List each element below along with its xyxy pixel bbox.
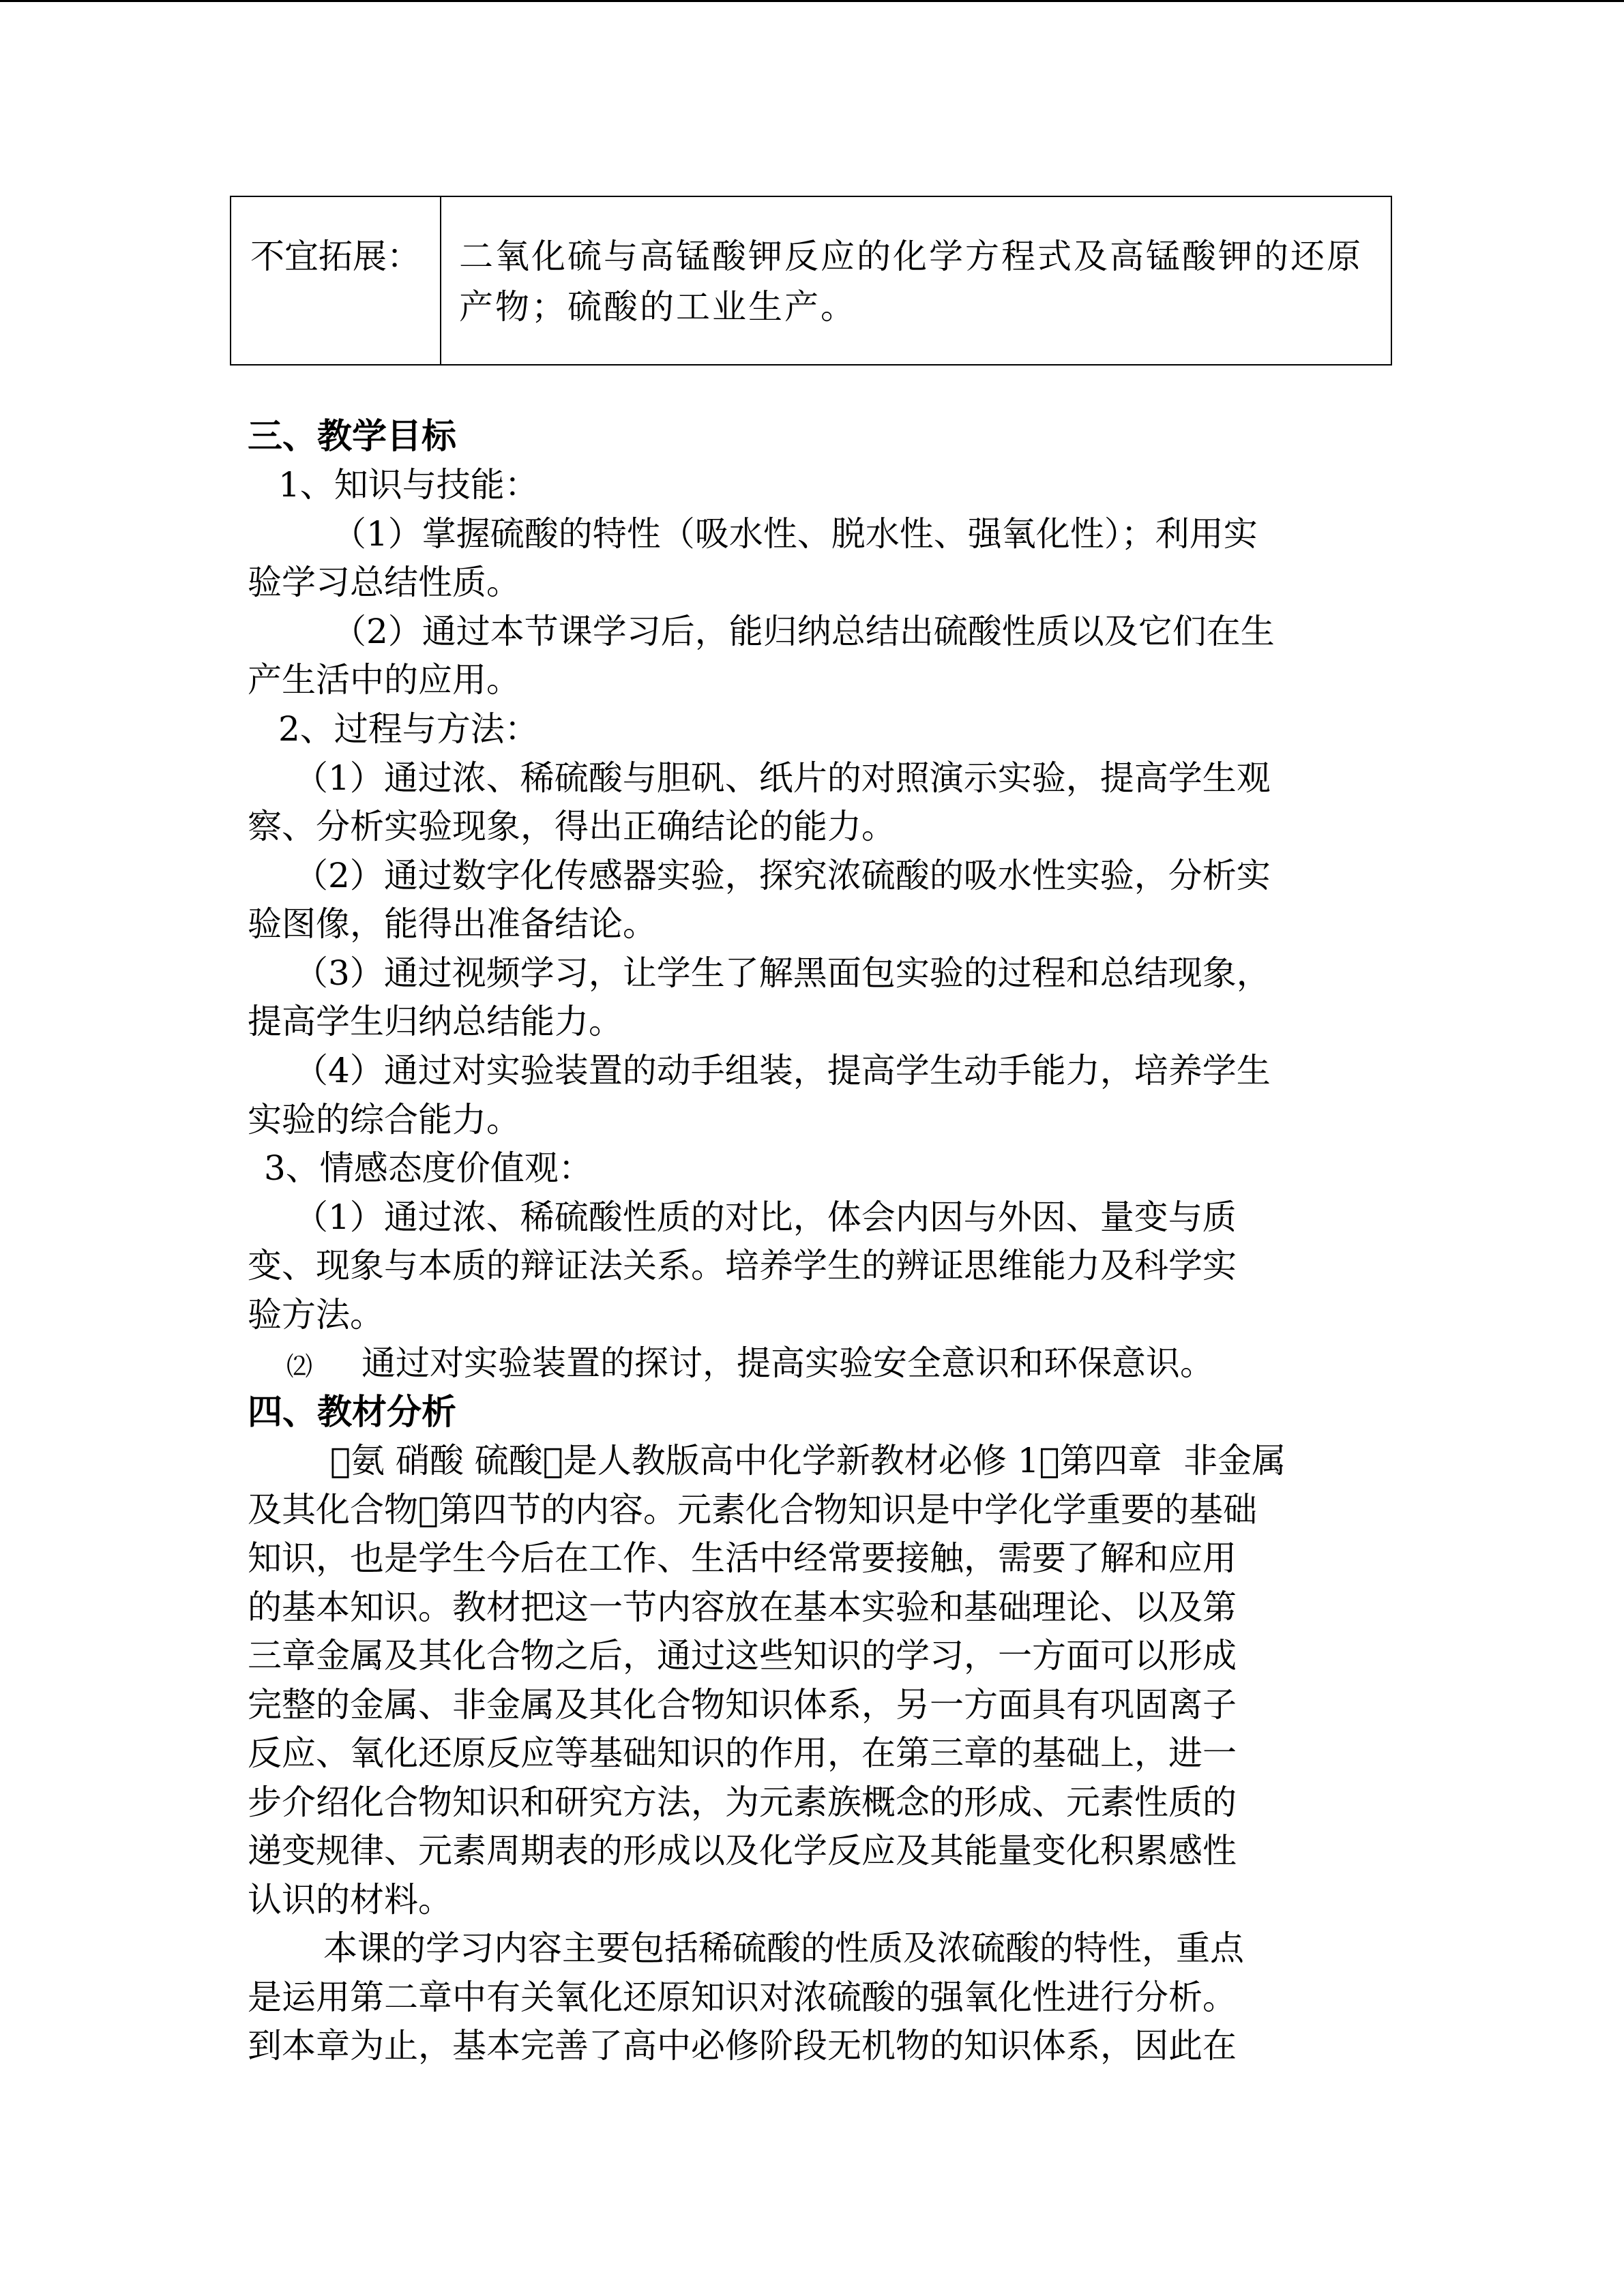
- para1-line2: 及其化合物 第四节的内容。元素化合物知识是中学化学重要的基础: [248, 1490, 1258, 1530]
- para2-line1: 本课的学习内容主要包括稀硫酸的性质及浓硫酸的特性，重点: [323, 1928, 1244, 1968]
- para2-line3: 到本章为止，基本完善了高中必修阶段无机物的知识体系，因此在: [248, 2026, 1237, 2066]
- para1-line5: 三章金属及其化合物之后，通过这些知识的学习，一方面可以形成: [248, 1636, 1237, 1675]
- sub3-title: 3、情感态度价值观：: [264, 1148, 593, 1188]
- sub2-item4-line1: （4）通过对实验装置的动手组装，提高学生动手能力，培养学生: [294, 1051, 1271, 1090]
- sub3-item2-text: 通过对实验装置的探讨，提高实验安全意识和环保意识。: [361, 1343, 1214, 1383]
- para1-line7: 反应、氧化还原反应等基础知识的作用，在第三章的基础上，进一: [248, 1733, 1237, 1773]
- section4-title: 四、教材分析: [248, 1392, 457, 1433]
- scope-content: 二氧化硫与高锰酸钾反应的化学方程式及高锰酸钾的还原产物；硫酸的工业生产。: [459, 237, 1363, 327]
- sub2-title: 2、过程与方法：: [278, 709, 539, 749]
- scope-table: [230, 196, 1392, 366]
- para1-line9: 递变规律、元素周期表的形成以及化学反应及其能量变化积累感性: [248, 1831, 1237, 1870]
- sub3-item1-line1: （1）通过浓、稀硫酸性质的对比，体会内因与外因、量变与质: [294, 1197, 1237, 1237]
- para1-line3: 知识，也是学生今后在工作、生活中经常要接触，需要了解和应用: [248, 1538, 1237, 1578]
- sub2-item2-line1: （2）通过数字化传感器实验，探究浓硫酸的吸水性实验，分析实: [294, 856, 1271, 895]
- sub1-item2-line1: （2）通过本节课学习后，能归纳总结出硫酸性质以及它们在生: [332, 612, 1275, 651]
- section3-title: 三、教学目标: [248, 416, 457, 457]
- scope-label: 不宜拓展：: [231, 197, 441, 364]
- sub2-item1-line1: （1）通过浓、稀硫酸与胆矾、纸片的对照演示实验，提高学生观: [294, 758, 1271, 798]
- sub1-title: 1、知识与技能：: [278, 465, 539, 505]
- sub2-item3-line1: （3）通过视频学习，让学生了解黑面包实验的过程和总结现象，: [294, 953, 1271, 993]
- page-top-border: [0, 0, 1624, 2]
- sub2-item1-line2: 察、分析实验现象，得出正确结论的能力。: [248, 807, 896, 846]
- sub3-item1-line2: 变、现象与本质的辩证法关系。培养学生的辨证思维能力及科学实: [248, 1246, 1237, 1285]
- para2-line2: 是运用第二章中有关氧化还原知识对浓硫酸的强氧化性进行分析。: [248, 1978, 1237, 2017]
- sub3-item1-line3: 验方法。: [248, 1295, 384, 1335]
- sub2-item4-line2: 实验的综合能力。: [248, 1100, 520, 1139]
- sub1-item2-line2: 产生活中的应用。: [248, 660, 520, 700]
- sub1-item1-line1: （1）掌握硫酸的特性（吸水性、脱水性、强氧化性）；利用实: [332, 514, 1258, 554]
- sub2-item3-line2: 提高学生归纳总结能力。: [248, 1002, 623, 1041]
- para1-line10: 认识的材料。: [248, 1880, 452, 1920]
- para1-line6: 完整的金属、非金属及其化合物知识体系，另一方面具有巩固离子: [248, 1685, 1237, 1725]
- sub1-item1-line2: 验学习总结性质。: [248, 563, 520, 602]
- sub2-item2-line2: 验图像，能得出准备结论。: [248, 904, 657, 944]
- para1-line1:  氨 硝酸 硫酸 是人教版高中化学新教材必修 1 第四章 非金属: [330, 1441, 1286, 1480]
- sub3-item2-number: ⑵: [286, 1352, 313, 1382]
- para1-line8: 步介绍化合物知识和研究方法，为元素族概念的形成、元素性质的: [248, 1783, 1237, 1822]
- para1-line4: 的基本知识。教材把这一节内容放在基本实验和基础理论、以及第: [248, 1587, 1237, 1627]
